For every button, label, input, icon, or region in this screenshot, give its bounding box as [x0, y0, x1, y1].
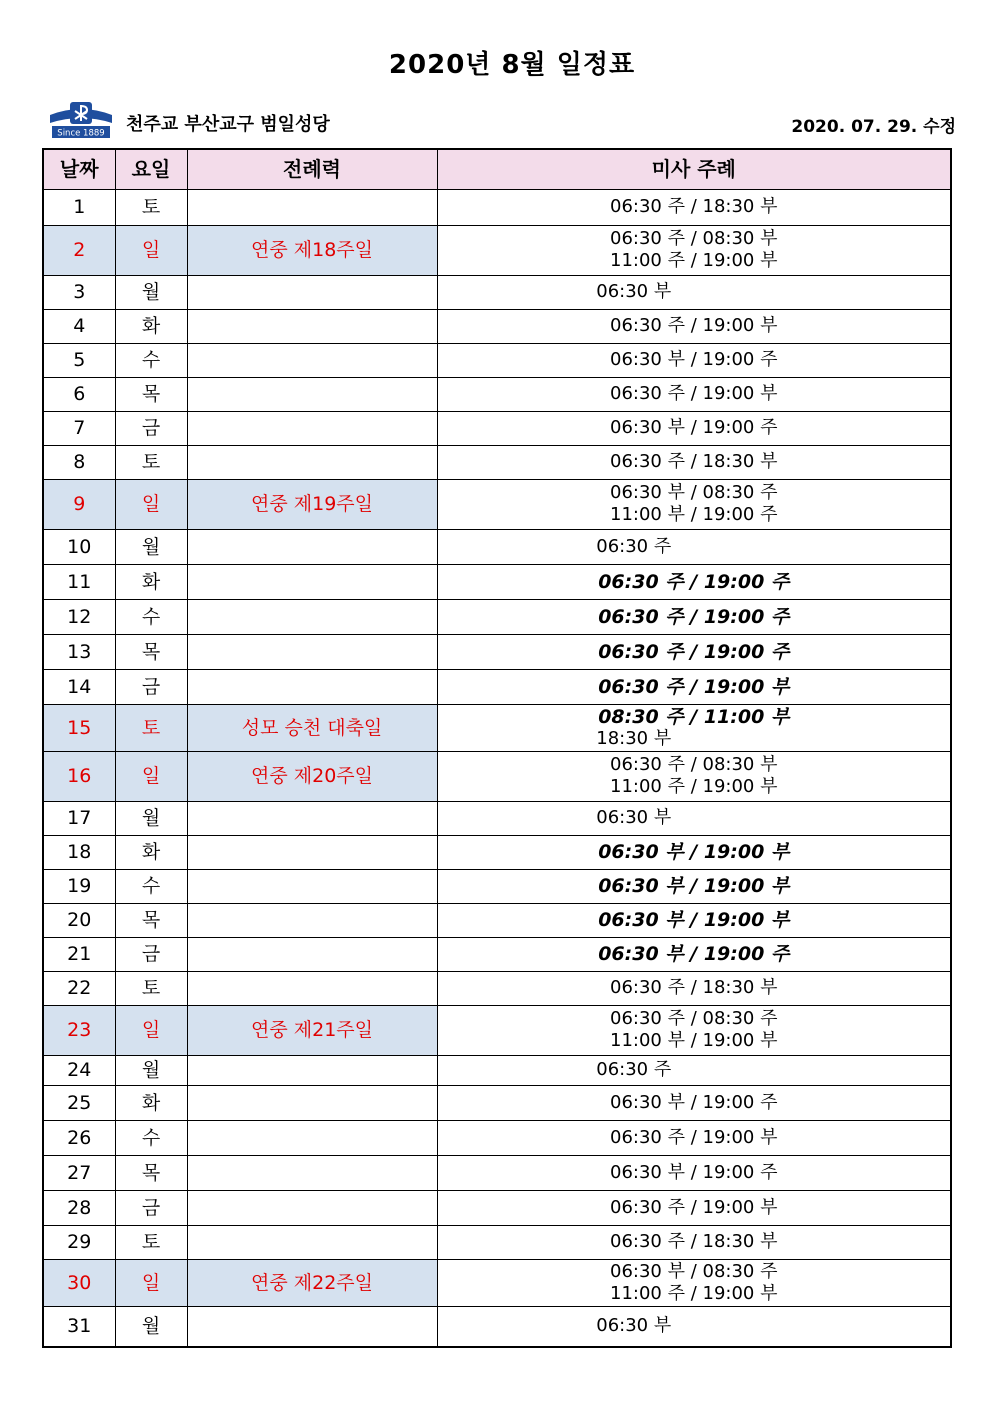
date-cell: 11: [43, 564, 115, 599]
date-cell: 25: [43, 1085, 115, 1120]
table-row: [43, 189, 951, 225]
feast-cell: [187, 377, 437, 411]
mass-cell: [437, 1306, 951, 1347]
table-row: [43, 445, 951, 479]
weekday-cell: 월: [115, 275, 187, 309]
date-cell: 24: [43, 1055, 115, 1085]
weekday-cell: 수: [115, 869, 187, 903]
mass-cell: [437, 1155, 951, 1190]
feast-cell: [187, 309, 437, 343]
weekday-cell: 목: [115, 903, 187, 937]
mass-line: 06:30 부: [596, 1315, 672, 1337]
feast-cell: [187, 599, 437, 634]
feast-cell: [187, 634, 437, 669]
mass-cell: [437, 1190, 951, 1225]
feast-cell: 연중 제22주일: [187, 1259, 437, 1306]
mass-line: 06:30 부 / 19:00 주: [610, 417, 778, 438]
table-row: [43, 903, 951, 937]
table-row: [43, 1120, 951, 1155]
weekday-cell: 금: [115, 411, 187, 445]
mass-cell: [437, 599, 951, 634]
weekday-cell: 월: [115, 1055, 187, 1085]
mass-line: 06:30 부 / 19:00 주: [598, 943, 790, 965]
header-mass: 미사 주례: [437, 149, 951, 189]
mass-cell: [437, 411, 951, 445]
feast-cell: [187, 835, 437, 869]
weekday-cell: 토: [115, 1225, 187, 1259]
mass-line: 06:30 부 / 19:00 주: [610, 349, 778, 370]
header-feast: 전례력: [187, 149, 437, 189]
mass-cell: [437, 479, 951, 529]
mass-line: 06:30 주 / 19:00 부: [610, 315, 778, 336]
mass-line: 06:30 주: [596, 535, 672, 557]
date-cell: 1: [43, 189, 115, 225]
table-row: [43, 751, 951, 801]
weekday-cell: 목: [115, 377, 187, 411]
table-row: [43, 309, 951, 343]
mass-cell: [437, 189, 951, 225]
mass-cell: [437, 343, 951, 377]
mass-line: 11:00 주 / 19:00 부: [610, 776, 778, 797]
mass-line: 06:30 주 / 08:30 주: [610, 1008, 778, 1029]
mass-line: 06:30 부 / 19:00 주: [610, 1161, 778, 1183]
feast-cell: [187, 1225, 437, 1259]
date-cell: 20: [43, 903, 115, 937]
mass-cell: [437, 275, 951, 309]
mass-line: 06:30 주 / 19:00 부: [610, 1196, 778, 1218]
table-row: [43, 564, 951, 599]
mass-line: 06:30 주: [596, 1059, 672, 1080]
date-cell: 26: [43, 1120, 115, 1155]
mass-line: 11:00 주 / 19:00 부: [610, 1282, 778, 1304]
mass-line: 06:30 주 / 18:30 부: [610, 451, 778, 472]
logo-text: Since 1889: [57, 128, 105, 139]
table-row: [43, 1190, 951, 1225]
subheader: [46, 99, 956, 139]
mass-cell: [437, 634, 951, 669]
mass-line: 06:30 부 / 08:30 주: [610, 482, 778, 503]
mass-line: 06:30 부 / 08:30 주: [610, 1260, 778, 1282]
feast-cell: [187, 903, 437, 937]
table-row: [43, 1306, 951, 1347]
date-cell: 8: [43, 445, 115, 479]
weekday-cell: 일: [115, 479, 187, 529]
mass-line: 06:30 주 / 08:30 부: [610, 228, 778, 249]
feast-cell: [187, 971, 437, 1005]
weekday-cell: 목: [115, 1155, 187, 1190]
mass-cell: [437, 1085, 951, 1120]
mass-cell: [437, 1225, 951, 1259]
date-cell: 12: [43, 599, 115, 634]
mass-cell: [437, 445, 951, 479]
revision-date: 2020. 07. 29. 수정: [791, 117, 956, 137]
date-cell: 5: [43, 343, 115, 377]
date-cell: 28: [43, 1190, 115, 1225]
mass-line: 06:30 부 / 19:00 부: [598, 841, 790, 863]
weekday-cell: 화: [115, 309, 187, 343]
mass-cell: [437, 1005, 951, 1055]
date-cell: 13: [43, 634, 115, 669]
table-row: [43, 869, 951, 903]
weekday-cell: 일: [115, 751, 187, 801]
weekday-cell: 목: [115, 634, 187, 669]
table-row: [43, 529, 951, 564]
table-row: [43, 1225, 951, 1259]
mass-cell: [437, 704, 951, 751]
mass-line: 06:30 주 / 19:00 주: [598, 570, 790, 593]
table-row: [43, 937, 951, 971]
table-row: [43, 1259, 951, 1306]
weekday-cell: 일: [115, 1005, 187, 1055]
date-cell: 15: [43, 704, 115, 751]
mass-cell: [437, 1259, 951, 1306]
mass-cell: [437, 937, 951, 971]
table-row: [43, 377, 951, 411]
feast-cell: [187, 1155, 437, 1190]
date-cell: 17: [43, 801, 115, 835]
mass-line: 06:30 주 / 19:00 부: [610, 1126, 778, 1148]
feast-cell: [187, 1190, 437, 1225]
weekday-cell: 금: [115, 937, 187, 971]
mass-line: 11:00 주 / 19:00 부: [610, 250, 778, 271]
mass-cell: [437, 309, 951, 343]
table-row: [43, 1005, 951, 1055]
weekday-cell: 월: [115, 801, 187, 835]
mass-line: 06:30 주 / 19:00 부: [610, 383, 778, 404]
table-row: [43, 704, 951, 751]
mass-cell: [437, 1120, 951, 1155]
mass-cell: [437, 801, 951, 835]
mass-line: 06:30 주 / 18:30 부: [610, 196, 778, 217]
mass-cell: [437, 669, 951, 704]
weekday-cell: 금: [115, 669, 187, 704]
mass-cell: [437, 1055, 951, 1085]
table-row: [43, 411, 951, 445]
mass-cell: [437, 564, 951, 599]
mass-line: 06:30 주 / 19:00 주: [598, 605, 790, 628]
header-row: [43, 149, 951, 189]
weekday-cell: 수: [115, 1120, 187, 1155]
mass-line: 06:30 부 / 19:00 주: [610, 1091, 778, 1113]
feast-cell: [187, 411, 437, 445]
mass-cell: [437, 751, 951, 801]
table-row: [43, 275, 951, 309]
mass-line: 11:00 부 / 19:00 부: [610, 1030, 778, 1051]
table-row: [43, 1155, 951, 1190]
header-day: 요일: [115, 149, 187, 189]
feast-cell: 연중 제20주일: [187, 751, 437, 801]
weekday-cell: 일: [115, 225, 187, 275]
feast-cell: [187, 1120, 437, 1155]
date-cell: 30: [43, 1259, 115, 1306]
mass-line: 06:30 주 / 18:30 부: [610, 1231, 778, 1252]
date-cell: 22: [43, 971, 115, 1005]
mass-line: 06:30 부: [596, 281, 672, 302]
date-cell: 29: [43, 1225, 115, 1259]
feast-cell: 연중 제18주일: [187, 225, 437, 275]
mass-line: 06:30 주 / 08:30 부: [610, 754, 778, 775]
weekday-cell: 토: [115, 971, 187, 1005]
date-cell: 14: [43, 669, 115, 704]
feast-cell: [187, 869, 437, 903]
mass-line: 08:30 주 / 11:00 부: [598, 705, 790, 728]
mass-line: 18:30 부: [596, 727, 672, 749]
feast-cell: [187, 937, 437, 971]
weekday-cell: 수: [115, 343, 187, 377]
feast-cell: [187, 669, 437, 704]
mass-line: 06:30 주 / 19:00 주: [598, 640, 790, 663]
feast-cell: 성모 승천 대축일: [187, 704, 437, 751]
mass-cell: [437, 835, 951, 869]
mass-cell: [437, 377, 951, 411]
mass-line: 06:30 부 / 19:00 부: [598, 909, 790, 931]
date-cell: 31: [43, 1306, 115, 1347]
table-row: [43, 1085, 951, 1120]
date-cell: 10: [43, 529, 115, 564]
table-row: [43, 634, 951, 669]
weekday-cell: 일: [115, 1259, 187, 1306]
date-cell: 21: [43, 937, 115, 971]
date-cell: 7: [43, 411, 115, 445]
weekday-cell: 화: [115, 835, 187, 869]
feast-cell: 연중 제19주일: [187, 479, 437, 529]
mass-line: 06:30 주 / 18:30 부: [610, 977, 778, 998]
header-date: 날짜: [43, 149, 115, 189]
feast-cell: [187, 343, 437, 377]
weekday-cell: 금: [115, 1190, 187, 1225]
feast-cell: [187, 564, 437, 599]
table-row: [43, 971, 951, 1005]
table-row: [43, 225, 951, 275]
date-cell: 9: [43, 479, 115, 529]
feast-cell: [187, 189, 437, 225]
table-row: [43, 599, 951, 634]
date-cell: 27: [43, 1155, 115, 1190]
mass-cell: [437, 971, 951, 1005]
date-cell: 3: [43, 275, 115, 309]
weekday-cell: 수: [115, 599, 187, 634]
table-row: [43, 669, 951, 704]
table-row: [43, 801, 951, 835]
weekday-cell: 토: [115, 189, 187, 225]
date-cell: 18: [43, 835, 115, 869]
parish-name: 천주교 부산교구 범일성당: [126, 114, 330, 135]
mass-line: 06:30 부: [596, 807, 672, 828]
table-row: [43, 343, 951, 377]
date-cell: 2: [43, 225, 115, 275]
weekday-cell: 토: [115, 445, 187, 479]
schedule-table: [42, 148, 952, 1348]
mass-line: 11:00 부 / 19:00 주: [610, 504, 778, 525]
mass-cell: [437, 903, 951, 937]
date-cell: 23: [43, 1005, 115, 1055]
feast-cell: [187, 1085, 437, 1120]
feast-cell: 연중 제21주일: [187, 1005, 437, 1055]
weekday-cell: 토: [115, 704, 187, 751]
date-cell: 4: [43, 309, 115, 343]
weekday-cell: 월: [115, 529, 187, 564]
table-row: [43, 1055, 951, 1085]
weekday-cell: 화: [115, 1085, 187, 1120]
date-cell: 16: [43, 751, 115, 801]
mass-line: 06:30 주 / 19:00 부: [598, 675, 790, 698]
parish-logo: [46, 99, 116, 139]
date-cell: 6: [43, 377, 115, 411]
date-cell: 19: [43, 869, 115, 903]
mass-line: 06:30 부 / 19:00 부: [598, 875, 790, 897]
weekday-cell: 월: [115, 1306, 187, 1347]
mass-cell: [437, 225, 951, 275]
mass-cell: [437, 869, 951, 903]
table-row: [43, 479, 951, 529]
weekday-cell: 화: [115, 564, 187, 599]
table-row: [43, 835, 951, 869]
feast-cell: [187, 445, 437, 479]
mass-cell: [437, 529, 951, 564]
page-title: 2020년 8월 일정표: [388, 50, 636, 80]
